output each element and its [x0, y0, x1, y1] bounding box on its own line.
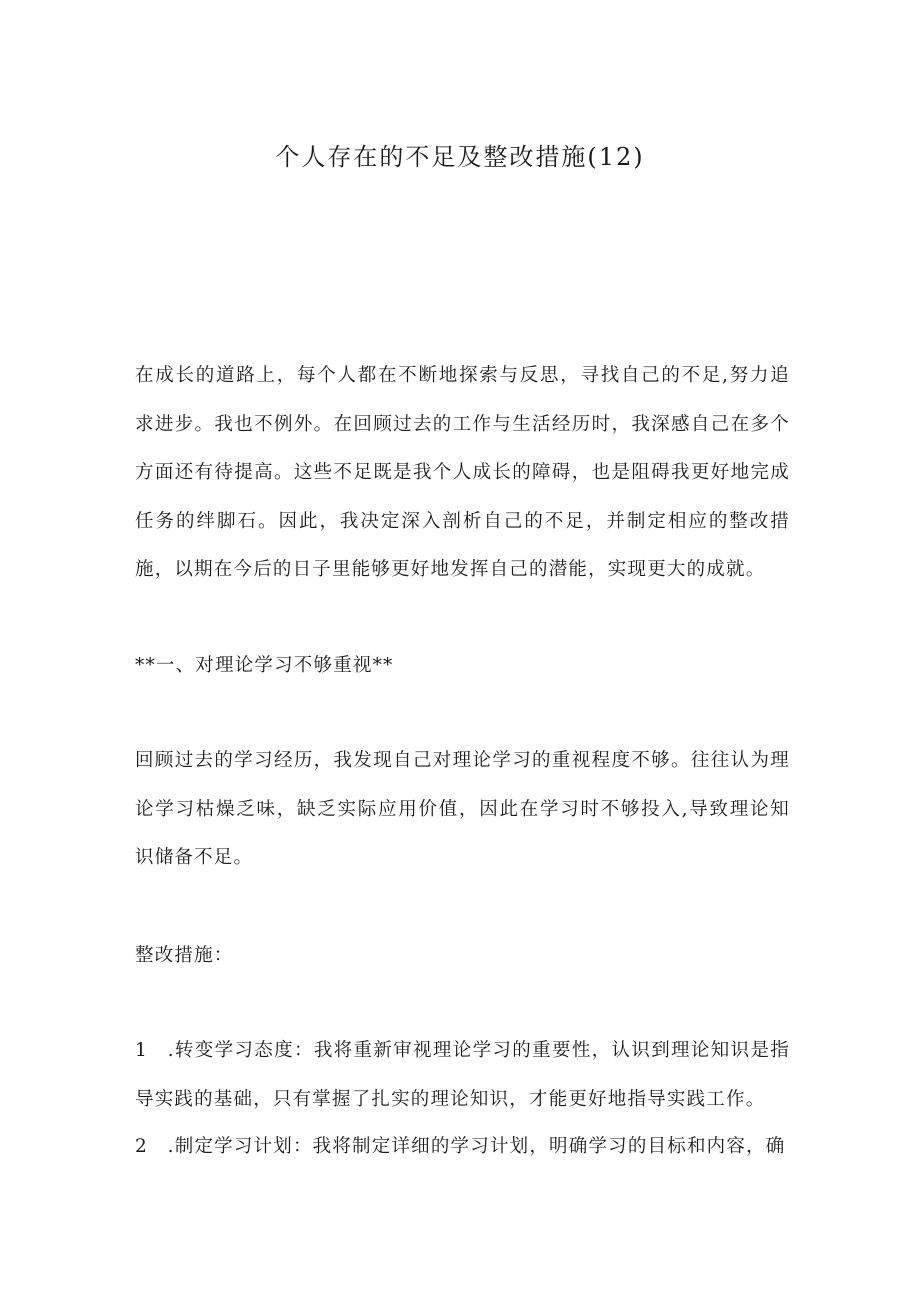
measure-item-1: 1 .转变学习态度：我将重新审视理论学习的重要性，认识到理论知识是指导实践的基础，只有掌握了扎实的理论知识，才能更好地指导实践工作。 — [135, 1040, 790, 1110]
section-body-paragraph: 回顾过去的学习经历，我发现自己对理论学习的重视程度不够。往往认为理论学习枯燥乏味，缺乏实际应用价值，因此在学习时不够投入,导致理论知识储备不足。 — [135, 750, 790, 868]
section-heading: **一、对理论学习不够重视** — [135, 655, 394, 676]
measures-label: 整改措施： — [135, 945, 234, 966]
document-title: 个人存在的不足及整改措施(12) — [275, 143, 645, 171]
intro-paragraph: 在成长的道路上，每个人都在不断地探索与反思，寻找自己的不足,努力追求进步。我也不例外。在回顾过去的工作与生活经历时，我深感自己在多个方面还有待提高。这些不足既是我个人成长的障碍，也是阻碍我更好地完成任务的绊脚石。因此，我决定深入剖析自己的不足，并制定相应的整改措施，以期在今后的日子里能够更好地发挥自己的潜能，实现更大的成就。 — [135, 365, 790, 580]
measure-item-2: 2 .制定学习计划：我将制定详细的学习计划，明确学习的目标和内容，确 — [135, 1136, 786, 1157]
